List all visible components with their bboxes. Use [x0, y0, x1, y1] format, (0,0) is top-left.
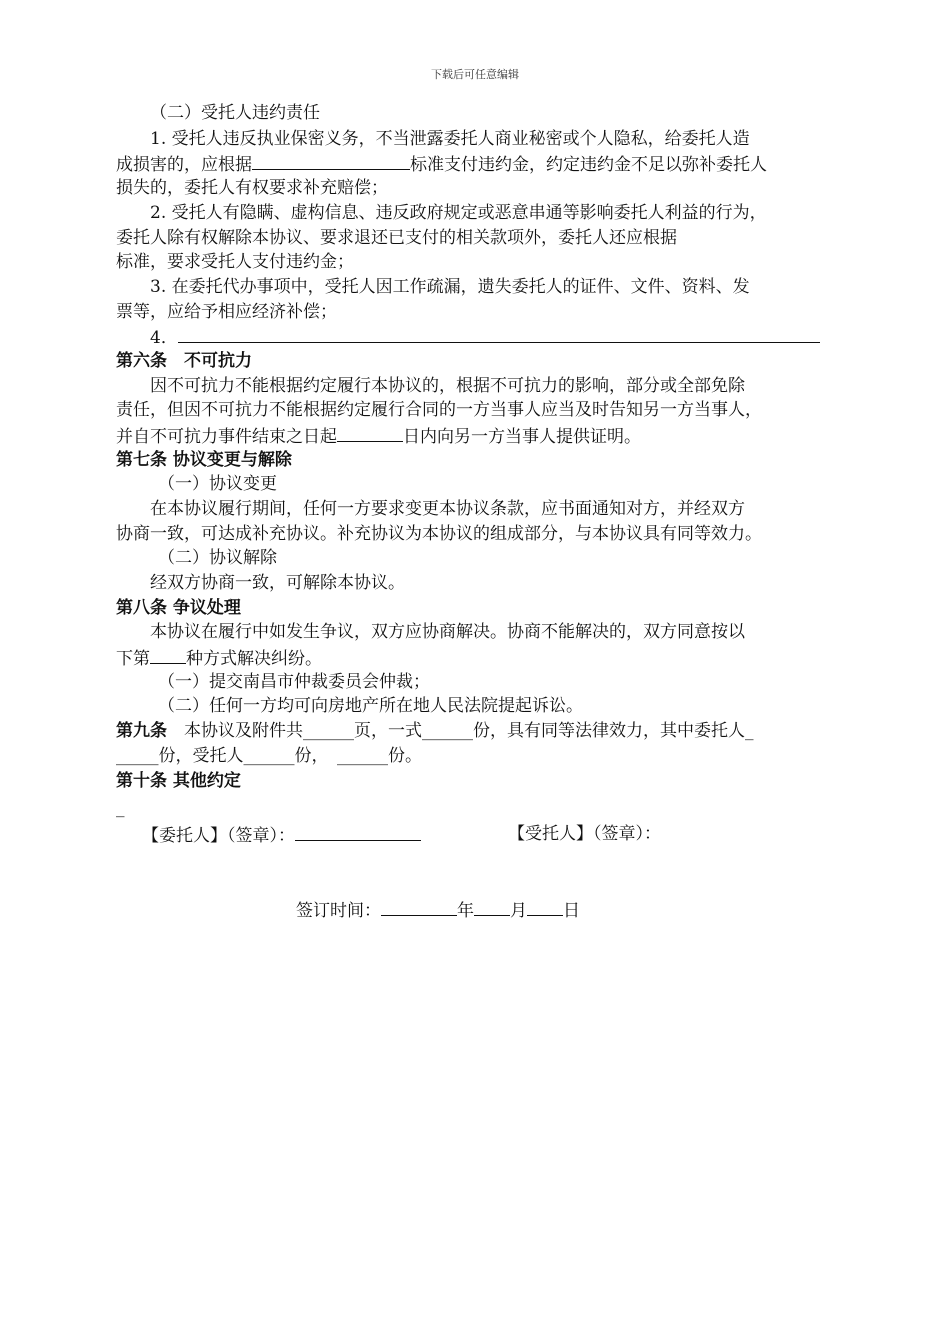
page-header: 下载后可任意编辑 [431, 68, 519, 81]
text-segment: 下第 [116, 649, 150, 669]
section-title-violation: （二）受托人违约责任 [150, 103, 320, 123]
paragraph-line: 1. 受托人违反执业保密义务，不当泄露委托人商业秘密或个人隐私，给委托人造 [150, 129, 750, 149]
article-heading: 第八条 争议处理 [116, 598, 241, 618]
article-heading: 第十条 其他约定 [116, 771, 241, 791]
article-heading: 第六条 不可抗力 [116, 351, 252, 371]
text-segment: 【委托人】（签章）： [142, 826, 295, 846]
month-field [474, 897, 510, 916]
blank-field [178, 324, 820, 343]
text-segment: 签订时间： [296, 901, 381, 921]
paragraph-line: 因不可抗力不能根据约定履行本协议的，根据不可抗力的影响，部分或全部免除 [150, 376, 745, 396]
paragraph-line: 2. 受托人有隐瞒、虚构信息、违反政府规定或恶意串通等影响委托人利益的行为， [150, 203, 767, 223]
paragraph-line: 经双方协商一致，可解除本协议。 [150, 573, 405, 593]
text-segment: 并自不可抗力事件结束之日起 [116, 427, 337, 447]
paragraph-line: _____份，受托人______份， ______份。 [116, 746, 422, 766]
text-segment: 月 [510, 901, 527, 921]
blank-field [150, 645, 186, 664]
day-field [527, 897, 563, 916]
paragraph-line: 责任，但因不可抗力不能根据约定履行合同的一方当事人应当及时告知另一方当事人， [116, 400, 762, 420]
paragraph-line: 标准，要求受托人支付违约金； [116, 252, 354, 272]
text-segment: 日内向另一方当事人提供证明。 [403, 427, 641, 447]
signature-field [295, 822, 421, 841]
paragraph-line: 3. 在委托代办事项中，受托人因工作疏漏，遗失委托人的证件、文件、资料、发 [150, 277, 750, 297]
paragraph-line [116, 645, 846, 669]
text-segment: 本协议及附件共______页，一式______份，具有同等法律效力，其中委托人_ [167, 721, 754, 741]
text-segment: 4． [150, 328, 178, 348]
sub-heading: （二）协议解除 [158, 548, 277, 568]
paragraph-line [116, 423, 846, 447]
sub-heading: （一）协议变更 [158, 474, 277, 494]
text-segment: 成损害的，应根据 [116, 155, 252, 175]
year-field [381, 897, 457, 916]
blank-field [252, 151, 410, 170]
text-segment: 日 [563, 901, 580, 921]
article-label: 第九条 [116, 721, 167, 741]
paragraph-line: 委托人除有权解除本协议、要求退还已支付的相关款项外，委托人还应根据 [116, 228, 677, 248]
text-segment: 年 [457, 901, 474, 921]
principal-signature-line [142, 822, 462, 846]
signing-date-line [296, 897, 616, 921]
blank-mark: _ [116, 798, 125, 818]
paragraph-line [116, 151, 846, 175]
blank-field [337, 423, 403, 442]
paragraph-line [116, 719, 846, 743]
agent-signature-line: 【受托人】（签章）： [508, 824, 661, 844]
paragraph-line: 协商一致，可达成补充协议。补充协议为本协议的组成部分，与本协议具有同等效力。 [116, 524, 762, 544]
paragraph-line: 损失的，委托人有权要求补充赔偿； [116, 178, 388, 198]
text-segment: 标准支付违约金，约定违约金不足以弥补委托人 [410, 155, 767, 175]
article-heading: 第七条 协议变更与解除 [116, 450, 292, 470]
text-segment: 种方式解决纠纷。 [186, 649, 322, 669]
paragraph-line: 票等，应给予相应经济补偿； [116, 302, 337, 322]
option-item: （二）任何一方均可向房地产所在地人民法院提起诉讼。 [158, 696, 583, 716]
paragraph-line [150, 324, 880, 348]
paragraph-line: 本协议在履行中如发生争议，双方应协商解决。协商不能解决的，双方同意按以 [150, 622, 745, 642]
paragraph-line: 在本协议履行期间，任何一方要求变更本协议条款，应书面通知对方，并经双方 [150, 499, 745, 519]
option-item: （一）提交南昌市仲裁委员会仲裁； [158, 672, 430, 692]
